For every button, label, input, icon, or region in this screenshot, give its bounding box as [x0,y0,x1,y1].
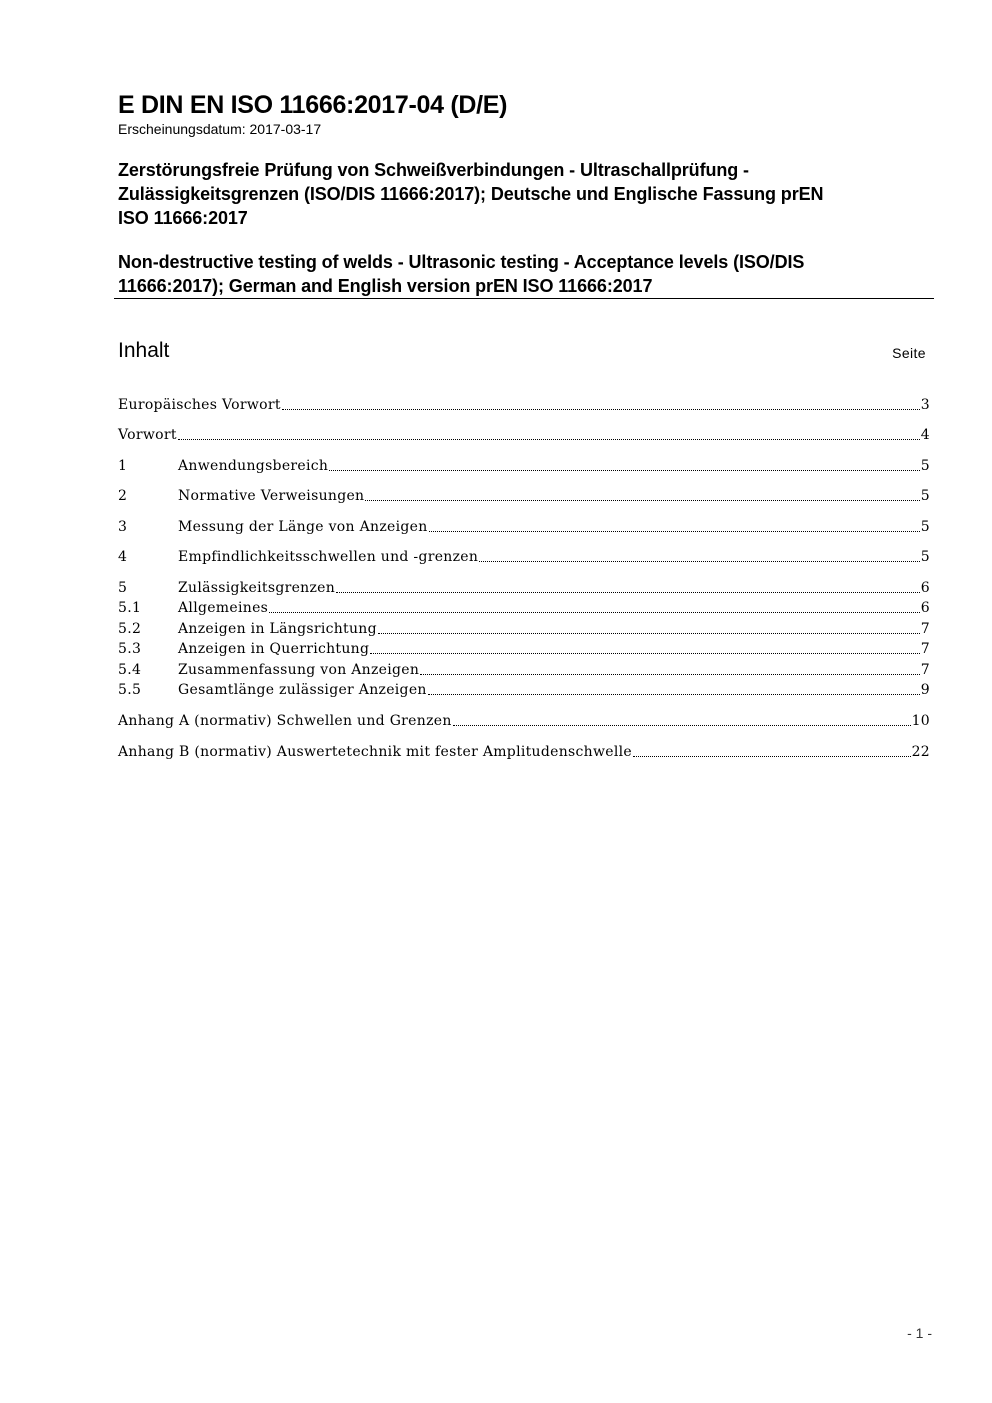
toc-entry-page: 5 [920,549,930,565]
toc-entry-title: Messung der Länge von Anzeigen [178,519,428,535]
toc-leader [428,690,920,695]
toc-entry-page: 5 [920,458,930,474]
toc-entry-title: Anhang A (normativ) Schwellen und Grenzen [118,713,452,729]
toc-entry[interactable] [118,456,930,476]
title-english-line: 11666:2017); German and English version prEN ISO 11666:2017 [118,276,653,296]
toc-entry[interactable] [118,639,930,659]
toc-entry-number: 5.2 [118,621,142,637]
title-german [118,158,933,230]
toc-entry-title: Anwendungsbereich [178,458,329,474]
toc-entry[interactable] [118,660,930,680]
toc-entry-page: 5 [920,488,930,504]
toc-entry-title: Empfindlichkeitsschwellen und -grenzen [178,549,479,565]
toc-entry-page: 7 [920,641,930,657]
toc-entry[interactable] [118,425,930,445]
toc-entry-number: 3 [118,519,128,535]
toc-entry-page: 22 [911,744,930,760]
toc-leader [429,527,920,532]
toc-entry-number: 2 [118,488,128,504]
toc-heading: Inhalt [118,339,170,362]
title-english [118,250,933,298]
toc-entry-title: Anzeigen in Querrichtung [178,641,370,657]
toc-entry[interactable] [118,517,930,537]
toc-leader [282,405,920,410]
toc-entry-page: 3 [920,397,930,413]
toc-entry-number: 5 [118,580,128,596]
title-german-line: ISO 11666:2017 [118,208,248,228]
toc-entry-page: 4 [920,427,930,443]
toc-entry-page: 7 [920,662,930,678]
toc-entry-number: 4 [118,549,128,565]
toc-entry-page: 5 [920,519,930,535]
toc-entry[interactable] [118,547,930,567]
toc-entry[interactable] [118,598,930,618]
toc-leader [370,649,920,654]
toc-page-column-label: Seite [892,345,926,361]
title-divider [114,298,934,299]
toc-entry-title: Vorwort [118,427,177,443]
publication-date: Erscheinungsdatum: 2017-03-17 [118,121,322,137]
toc-entry-title: Gesamtlänge zulässiger Anzeigen [178,682,427,698]
toc-entry-page: 6 [920,600,930,616]
toc-leader [365,496,919,501]
toc-entry-title: Anzeigen in Längsrichtung [178,621,377,637]
toc-leader [336,588,920,593]
toc-entry[interactable] [118,680,930,700]
toc-leader [269,608,920,613]
toc-entry[interactable] [118,619,930,639]
toc-entry-page: 10 [911,713,930,729]
toc-leader [479,557,920,562]
toc-entry[interactable] [118,578,930,598]
toc-entry[interactable] [118,711,930,731]
document-id: E DIN EN ISO 11666:2017-04 (D/E) [118,91,508,119]
title-german-line: Zerstörungsfreie Prüfung von Schweißverbindungen - Ultraschallprüfung - [118,160,749,180]
toc-entry-page: 6 [920,580,930,596]
toc-entry-page: 9 [920,682,930,698]
toc-leader [329,466,920,471]
toc-leader [378,629,920,634]
toc-entry-number: 5.4 [118,662,142,678]
toc-entry-title: Europäisches Vorwort [118,397,281,413]
toc-entry-number: 1 [118,458,128,474]
toc-entry-page: 7 [920,621,930,637]
title-english-line: Non-destructive testing of welds - Ultrasonic testing - Acceptance levels (ISO/DIS [118,252,805,272]
toc-entry-title: Zulässigkeitsgrenzen [178,580,336,596]
toc-leader [453,721,911,726]
toc-leader [633,752,911,757]
toc-entry-number: 5.5 [118,682,142,698]
toc-entry[interactable] [118,742,930,762]
toc-entry-title: Normative Verweisungen [178,488,365,504]
toc-entry-title: Zusammenfassung von Anzeigen [178,662,420,678]
toc-entry-title: Allgemeines [178,600,269,616]
toc-entry-number: 5.3 [118,641,142,657]
toc-leader [178,435,920,440]
toc-entry-title: Anhang B (normativ) Auswertetechnik mit fester Amplitudenschwelle [118,744,632,760]
title-german-line: Zulässigkeitsgrenzen (ISO/DIS 11666:2017); Deutsche und Englische Fassung prEN [118,184,824,204]
toc-leader [420,670,920,675]
toc-entry[interactable] [118,395,930,415]
toc-entry[interactable] [118,486,930,506]
toc-entry-number: 5.1 [118,600,142,616]
footer-page-number: - 1 - [907,1325,932,1341]
